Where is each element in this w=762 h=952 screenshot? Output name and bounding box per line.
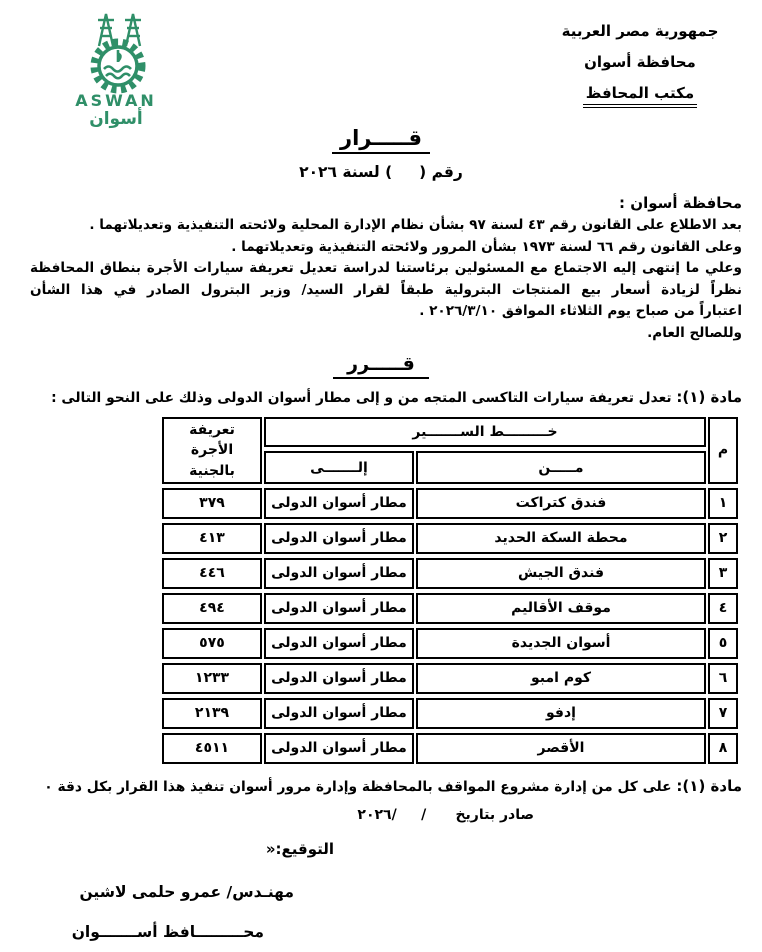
row-serial: ٨ — [708, 733, 738, 764]
logo-latin-text: ASWAN — [75, 91, 157, 110]
table-row — [162, 523, 738, 554]
row-to: مطار أسوان الدولى — [264, 663, 414, 694]
signature-label: التوقيع:« — [265, 839, 334, 858]
row-serial: ١ — [708, 488, 738, 519]
row-from: الأقصر — [416, 733, 706, 764]
row-to: مطار أسوان الدولى — [264, 733, 414, 764]
table-row — [162, 628, 738, 659]
aswan-governorate-logo — [46, 8, 186, 129]
article-2-label: مادة (١): — [676, 776, 742, 795]
header-serial: م — [708, 417, 738, 484]
row-to: مطار أسوان الدولى — [264, 628, 414, 659]
preamble-line: وعلى القانون رقم ٦٦ لسنة ١٩٧٣ بشأن المرور ولائحته التنفيذية وتعديلاتهما . — [231, 238, 742, 255]
row-fare: ٤١٣ — [162, 523, 262, 554]
row-fare: ٤٩٤ — [162, 593, 262, 624]
letterhead-office: مكتب المحافظ — [583, 84, 697, 108]
decision-word: قـــــرر — [333, 353, 429, 379]
preamble-line: اعتباراً من صباح يوم الثلاثاء الموافق ٢٠٢٦/٣/١٠ . — [419, 303, 742, 319]
letterhead-governorate: محافظة أسوان — [584, 52, 696, 71]
row-to: مطار أسوان الدولى — [264, 558, 414, 589]
preamble-line: بعد الاطلاع على القانون رقم ٤٣ لسنة ٩٧ بشأن نظام الإدارة المحلية ولائحته التنفيذية وتعديلاتهما . — [89, 217, 742, 233]
fares-table — [160, 413, 740, 768]
article-1-label: مادة (١): — [676, 388, 742, 406]
row-to: مطار أسوان الدولى — [264, 593, 414, 624]
preamble-line: وعلي ما إنتهى إليه الاجتماع مع المسئولين برئاستنا لدراسة تعديل تعريفة سيارات الأجرة بنطاق المحافظة — [30, 260, 742, 276]
table-row — [162, 558, 738, 589]
logo-emblem-icon — [56, 8, 176, 94]
header-fare: تعريفة الأجرة بالجنية — [162, 417, 262, 484]
letterhead-country: جمهورية مصر العربية — [561, 22, 719, 40]
row-fare: ١٢٣٣ — [162, 663, 262, 694]
table-row — [162, 663, 738, 694]
row-fare: ٣٧٩ — [162, 488, 262, 519]
row-serial: ٤ — [708, 593, 738, 624]
table-row — [162, 698, 738, 729]
header-to: إلـــــــى — [264, 451, 414, 483]
row-fare: ٥٧٥ — [162, 628, 262, 659]
row-to: مطار أسوان الدولى — [264, 523, 414, 554]
signatory-name: مهنـدس/ عمرو حلمى لاشين — [79, 882, 294, 901]
preamble — [0, 215, 762, 344]
preamble-line: نظراً لزيادة أسعار بيع المنتجات البترولية طبقاً لقرار السيد/ وزير البترول الصادر في هذا الشأن — [30, 281, 742, 298]
table-row — [162, 488, 738, 519]
row-serial: ٥ — [708, 628, 738, 659]
row-serial: ٦ — [708, 663, 738, 694]
article-2-text: على كل من إدارة مشروع المواقف بالمحافظة وإدارة مرور أسوان تنفيذ هذا القرار بكل دقة ٠ — [44, 778, 672, 795]
row-fare: ٢١٣٩ — [162, 698, 262, 729]
row-fare: ٤٥١١ — [162, 733, 262, 764]
letterhead — [530, 16, 750, 108]
row-serial: ٣ — [708, 558, 738, 589]
decree-title: قـــــرار — [332, 126, 430, 154]
logo-arabic-text: أسوان — [89, 109, 143, 129]
row-fare: ٤٤٦ — [162, 558, 262, 589]
row-from: فندق الجيش — [416, 558, 706, 589]
signatory-title: محـــــــــافظ أســـــــوان — [71, 922, 264, 941]
issue-date-line: صادر بتاريخ / /٢٠٢٦ — [357, 806, 534, 823]
preamble-line: وللصالح العام. — [647, 324, 742, 341]
row-from: فندق كتراكت — [416, 488, 706, 519]
row-from: إدفو — [416, 698, 706, 729]
row-from: موقف الأقاليم — [416, 593, 706, 624]
issuing-authority: محافظة أسوان : — [619, 194, 742, 212]
row-to: مطار أسوان الدولى — [264, 698, 414, 729]
table-row — [162, 733, 738, 764]
row-serial: ٢ — [708, 523, 738, 554]
article-1 — [0, 379, 762, 408]
row-from: كوم امبو — [416, 663, 706, 694]
decree-number-line: رقم ( ) لسنة ٢٠٢٦ — [299, 163, 463, 181]
row-from: أسوان الجديدة — [416, 628, 706, 659]
row-serial: ٧ — [708, 698, 738, 729]
row-to: مطار أسوان الدولى — [264, 488, 414, 519]
article-1-text: تعدل تعريفة سيارات التاكسى المتجه من و إلى مطار أسوان الدولى وذلك على النحو التالى : — [51, 390, 672, 406]
table-row — [162, 593, 738, 624]
header-from: مـــــن — [416, 451, 706, 483]
header-route: خـــــــــط الســـــــير — [264, 417, 706, 447]
row-from: محطة السكة الحديد — [416, 523, 706, 554]
article-2 — [0, 768, 762, 797]
